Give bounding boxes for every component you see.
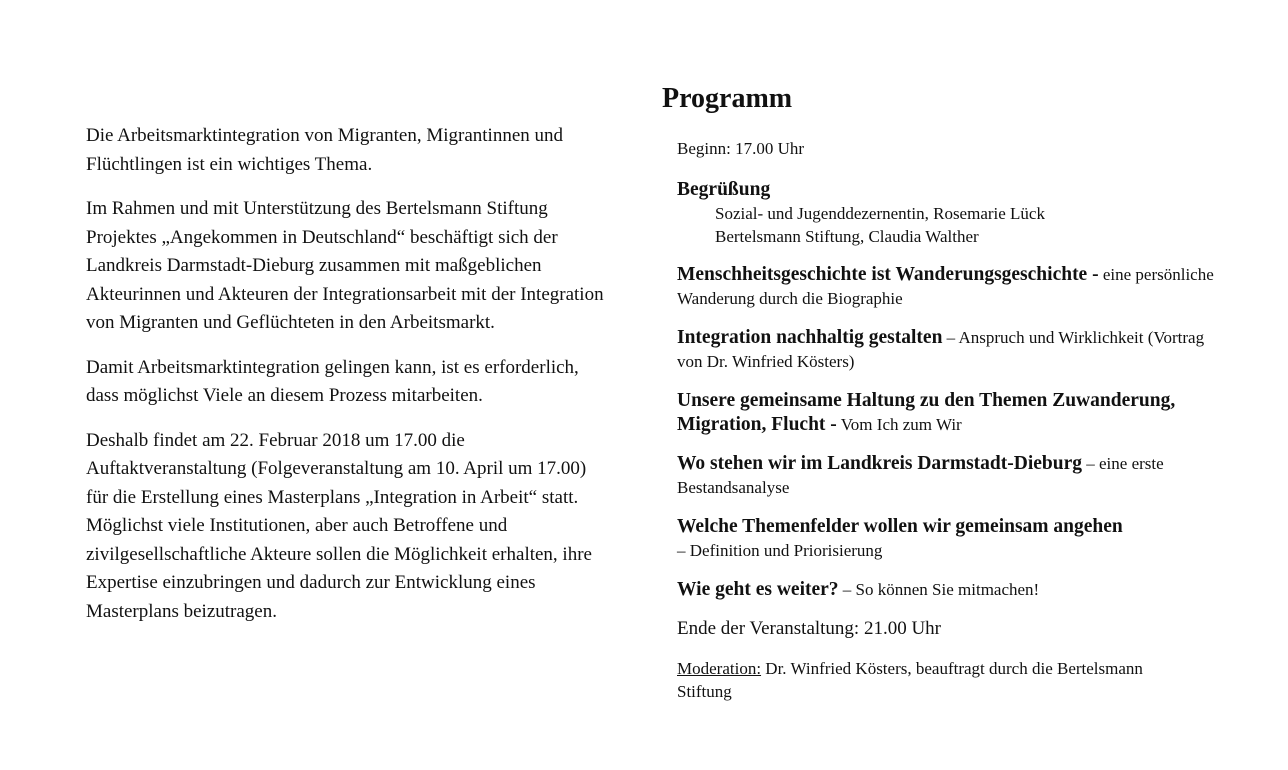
greeting-speakers <box>715 202 1222 248</box>
program-item-heading: Wo stehen wir im Landkreis Darmstadt-Dieburg <box>677 453 1082 474</box>
intro-paragraph-4: Deshalb findet am 22. Februar 2018 um 17.00 die Auftaktveranstaltung (Folgeveranstaltung am 10. April um 17.00) für die Erstellung eines Masterplans „Integration in Arbeit“ statt. Möglichst viele Institutionen, aber auch Betroffene und zivilgesellschaftliche Akteure sollen die Möglichkeit erhalten, ihre Expertise einzubringen und dadurch zur Entwicklung eines Masterplans beizutragen. <box>86 429 592 622</box>
program-item-heading: Wie geht es weiter? <box>677 579 839 600</box>
program-end-time: Ende der Veranstaltung: 21.00 Uhr <box>677 618 942 639</box>
program-title: Programm <box>662 83 793 114</box>
greeting-heading: Begrüßung <box>677 179 771 200</box>
greeting-speaker-2: Bertelsmann Stiftung, Claudia Walther <box>715 227 979 246</box>
program-item-description: Vom Ich zum Wir <box>836 415 962 434</box>
program-item-heading: Unsere gemeinsame Haltung zu den Themen Zuwanderung, Migration, Flucht - <box>677 390 1176 435</box>
program-item-3 <box>677 389 1222 437</box>
program-column <box>662 80 1222 703</box>
program-item-2 <box>677 326 1222 374</box>
program-item-5 <box>677 515 1222 563</box>
program-item-description: – Definition und Priorisierung <box>677 541 883 560</box>
program-item-4 <box>677 452 1222 500</box>
program-item-description: – eine erste Bestandsanalyse <box>677 454 1164 497</box>
program-item-description: eine persönliche Wanderung durch die Biographie <box>677 265 1214 308</box>
moderation-label: Moderation: <box>677 659 762 678</box>
program-item-heading: Welche Themenfelder wollen wir gemeinsam angehen <box>677 516 1123 537</box>
program-item-description: – Anspruch und Wirklichkeit (Vortrag von Dr. Winfried Kösters) <box>677 328 1205 371</box>
program-start-time: Beginn: 17.00 Uhr <box>677 139 805 158</box>
program-item-6 <box>677 578 1222 602</box>
intro-paragraph-2: Im Rahmen und mit Unterstützung des Bertelsmann Stiftung Projektes „Angekommen in Deutschland“ beschäftigt sich der Landkreis Darmstadt-Dieburg zusammen mit maßgeblichen Akteurinnen und Akteuren der Integrationsarbeit mit der Integration von Migranten und Geflüchteten in den Arbeitsmarkt. <box>86 198 604 333</box>
moderation-text: Dr. Winfried Kösters, beauftragt durch die Bertelsmann Stiftung <box>677 659 1143 701</box>
program-item-1 <box>677 263 1222 311</box>
intro-paragraph-3: Damit Arbeitsmarktintegration gelingen kann, ist es erforderlich, dass möglichst Viele an diesem Prozess mitarbeiten. <box>86 356 579 406</box>
program-item-greeting <box>677 178 1222 248</box>
program-item-heading: Integration nachhaltig gestalten <box>677 327 943 348</box>
intro-paragraph-1: Die Arbeitsmarktintegration von Migranten, Migrantinnen und Flüchtlingen ist ein wichtiges Thema. <box>86 125 564 175</box>
program-item-description: – So können Sie mitmachen! <box>838 580 1040 599</box>
intro-column <box>86 122 606 642</box>
program-item-heading: Menschheitsgeschichte ist Wanderungsgeschichte - <box>677 264 1099 285</box>
greeting-speaker-1: Sozial- und Jugenddezernentin, Rosemarie Lück <box>715 204 1045 223</box>
moderation-note <box>677 657 1147 703</box>
